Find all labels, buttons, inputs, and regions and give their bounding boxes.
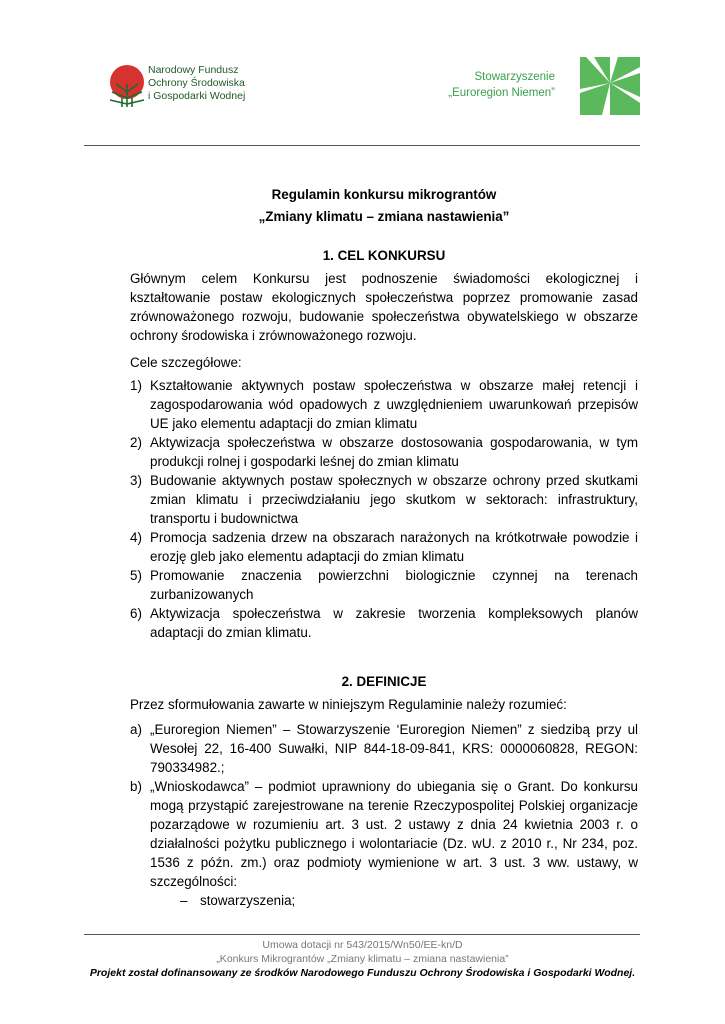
list-text: Budowanie aktywnych postaw społecznych w obszarze ochrony przed skutkami zmian klimatu i przeciwdziałaniu jego skutkom w sektorach: infrastruktury, transportu i budownictwa bbox=[150, 473, 638, 526]
list-text: „Euroregion Niemen” – Stowarzyszenie ‘Euroregion Niemen” z siedzibą przy ul Wesołej 22, 16-400 Suwałki, NIP 844-18-09-841, KRS: 0000060828, REGON: 790334982.; bbox=[150, 722, 638, 775]
page-header bbox=[0, 0, 725, 150]
nfosigw-name-line: i Gospodarki Wodnej bbox=[148, 90, 246, 102]
list-item bbox=[130, 376, 638, 433]
nfosigw-logo bbox=[106, 62, 256, 112]
list-letter: b) bbox=[130, 779, 142, 794]
nfosigw-name-line: Ochrony Środowiska bbox=[148, 77, 245, 89]
title-line-2: „Zmiany klimatu – zmiana nastawienia” bbox=[258, 209, 510, 224]
page-footer bbox=[0, 938, 725, 980]
list-item bbox=[130, 566, 638, 604]
list-text: „Wnioskodawca” – podmiot uprawniony do ubiegania się o Grant. Do konkursu mogą przystąpić zarejestrowane na terenie Rzeczypospolitej Polskiej organizacje pozarządowe w rozumieniu art. 3 ust. 2 ustawy z dnia 24 kwietnia 2003 r. o działalności pożytku publicznego i wolontariacie (Dz. wU. z 2010 r., Nr 234, poz. 1536 z późn. zm.) oraz podmioty wymienione w art. 3 ust. 3 ww. ustawy, w szczególności: bbox=[150, 779, 638, 889]
header-divider bbox=[84, 145, 640, 146]
section1-sub-label: Cele szczegółowe: bbox=[130, 355, 242, 370]
nfosigw-name-line: Narodowy Fundusz bbox=[148, 64, 239, 76]
definitions-list bbox=[130, 720, 638, 910]
footer-divider bbox=[84, 934, 640, 935]
list-number: 6) bbox=[130, 606, 142, 621]
list-item bbox=[130, 433, 638, 471]
euroregion-name-line: „Euroregion Niemen” bbox=[448, 87, 555, 99]
section1-intro: Głównym celem Konkursu jest podnoszenie świadomości ekologicznej i kształtowanie postaw ekologicznych społeczeństwa poprzez promowanie zasad zrównoważonego rozwoju, budowanie społeczeństwa obywatelskiego w obszarze ochrony środowiska i zrównoważonego rozwoju. bbox=[130, 271, 638, 343]
footer-funding-note: Projekt został dofinansowany ze środków Narodowego Funduszu Ochrony Środowiska i Gospodarki Wodnej. bbox=[89, 967, 636, 979]
footer-agreement: Umowa dotacji nr 543/2015/Wn50/EE-kn/D bbox=[262, 939, 463, 951]
list-number: 3) bbox=[130, 473, 142, 488]
list-number: 4) bbox=[130, 530, 142, 545]
list-text: Promocja sadzenia drzew na obszarach narażonych na krótkotrwałe powodzie i erozję gleb jako elementu adaptacji do zmian klimatu bbox=[150, 530, 638, 564]
document-title bbox=[130, 184, 638, 228]
list-text: Aktywizacja społeczeństwa w obszarze dostosowania gospodarowania, w tym produkcji rolnej i gospodarki leśnej do zmian klimatu bbox=[150, 435, 638, 469]
section-heading-definicje: 2. DEFINICJE bbox=[341, 674, 427, 689]
list-number: 1) bbox=[130, 378, 142, 393]
list-text: Promowanie znaczenia powierzchni biologicznie czynnej na terenach zurbanizowanych bbox=[150, 568, 638, 602]
list-number: 5) bbox=[130, 568, 142, 583]
list-number: 2) bbox=[130, 435, 142, 450]
euroregion-name-line: Stowarzyszenie bbox=[474, 71, 555, 83]
dash-bullet: – bbox=[180, 893, 188, 908]
euroregion-logo-icon bbox=[580, 57, 640, 115]
footer-contest-name: „Konkurs Mikrograntów „Zmiany klimatu – zmiana nastawienia” bbox=[216, 953, 509, 965]
list-letter: a) bbox=[130, 722, 142, 737]
list-text: Kształtowanie aktywnych postaw społeczeństwa w obszarze małej retencji i zagospodarowania wód opadowych z uwzględnieniem uwarunkowań przepisów UE jako elementu adaptacji do zmian klimatu bbox=[150, 378, 638, 431]
sub-list-text: stowarzyszenia; bbox=[200, 893, 296, 908]
list-item bbox=[130, 528, 638, 566]
list-item bbox=[130, 777, 638, 910]
title-line-1: Regulamin konkursu mikrograntów bbox=[271, 187, 497, 202]
section-heading-cel: 1. CEL KONKURSU bbox=[322, 248, 446, 263]
sub-list bbox=[150, 891, 638, 910]
list-item bbox=[130, 604, 638, 642]
euroregion-name bbox=[448, 69, 555, 101]
list-item bbox=[130, 471, 638, 528]
section2-intro: Przez sformułowania zawarte w niniejszym Regulaminie należy rozumieć: bbox=[130, 697, 567, 712]
list-text: Aktywizacja społeczeństwa w zakresie tworzenia kompleksowych planów adaptacji do zmian klimatu. bbox=[150, 606, 638, 640]
goals-list bbox=[130, 376, 638, 642]
sub-list-item bbox=[180, 891, 638, 910]
nfosigw-emblem-icon bbox=[106, 62, 148, 112]
document-body bbox=[130, 184, 638, 910]
list-item bbox=[130, 720, 638, 777]
